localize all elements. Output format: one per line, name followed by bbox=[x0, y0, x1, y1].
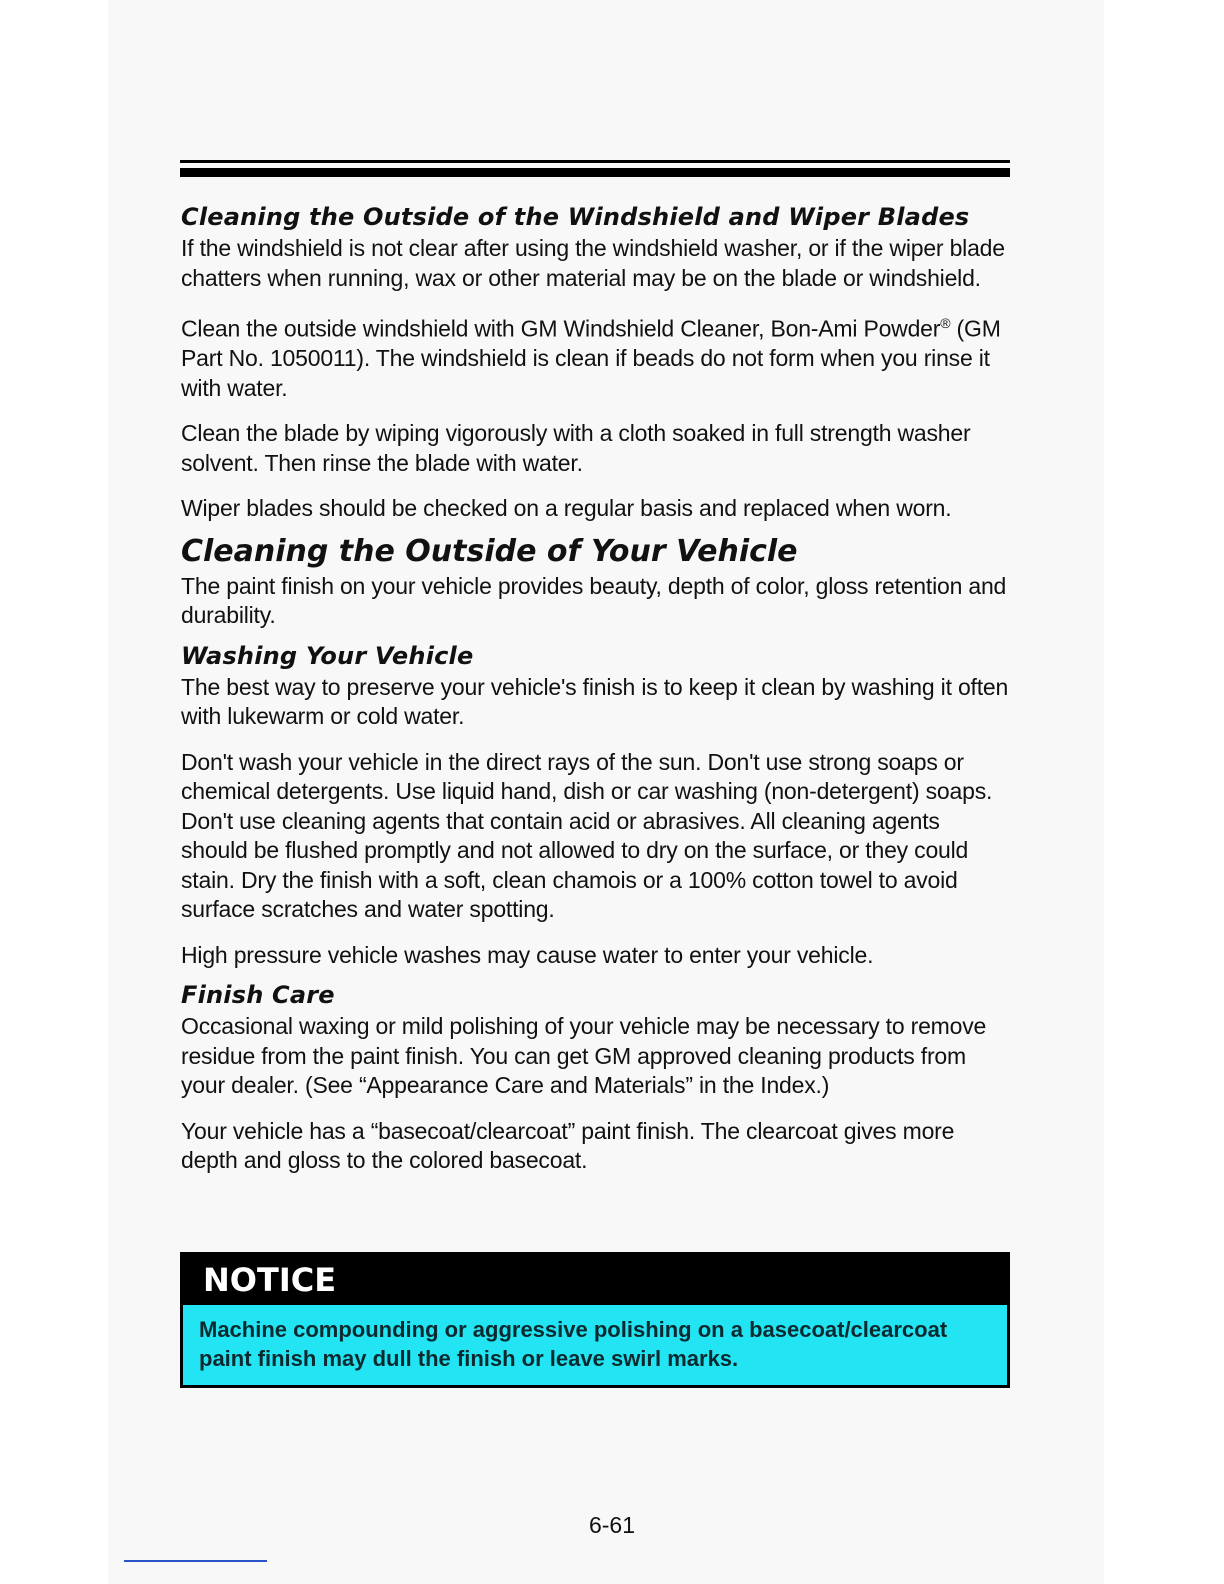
page-number: 6-61 bbox=[588, 1512, 636, 1538]
notice-box bbox=[180, 1252, 1010, 1388]
windshield-cleaner-text-continued: (GM Part No. 1050011). The windshield is clean if beads do not form when you rinse it with water. bbox=[181, 315, 1001, 401]
washing-paragraph: The best way to preserve your vehicle's finish is to keep it clean by washing it often with lukewarm or cold water. bbox=[181, 673, 1009, 730]
exterior-heading: Cleaning the Outside of Your Vehicle bbox=[181, 533, 798, 569]
top-rule-thick bbox=[180, 168, 1010, 177]
notice-text: Machine compounding or aggressive polishing on a basecoat/clearcoat paint finish may dull the finish or leave swirl marks. bbox=[199, 1317, 948, 1371]
finish-care-heading: Finish Care bbox=[181, 981, 335, 1010]
windshield-cleaner-paragraph bbox=[181, 309, 1011, 403]
notice-title: NOTICE bbox=[183, 1255, 1007, 1305]
windshield-cleaner-text: Clean the outside windshield with GM Windshield Cleaner, Bon-Ami Powder bbox=[181, 315, 941, 342]
finish-care-paragraph: Occasional waxing or mild polishing of your vehicle may be necessary to remove residue from the paint finish. You can get GM approved cleaning products from your dealer. (See “Appearance Care and Materials” in the Index.) bbox=[181, 1013, 987, 1099]
basecoat-paragraph: Your vehicle has a “basecoat/clearcoat” paint finish. The clearcoat gives more depth and gloss to the colored basecoat. bbox=[181, 1117, 955, 1174]
windshield-paragraph: If the windshield is not clear after using the windshield washer, or if the wiper blade chatters when running, wax or other material may be on the blade or windshield. bbox=[181, 235, 1005, 291]
wiper-check-paragraph: Wiper blades should be checked on a regular basis and replaced when worn. bbox=[181, 495, 952, 522]
exterior-paragraph: The paint finish on your vehicle provides beauty, depth of color, gloss retention and durability. bbox=[181, 572, 1007, 629]
blade-cleaning-paragraph: Clean the blade by wiping vigorously with a cloth soaked in full strength washer solvent. Then rinse the blade with water. bbox=[181, 420, 971, 476]
page-content bbox=[181, 200, 1011, 1192]
bottom-link-underline bbox=[124, 1560, 267, 1562]
windshield-heading: Cleaning the Outside of the Windshield and Wiper Blades bbox=[181, 203, 970, 231]
registered-mark: ® bbox=[940, 315, 951, 331]
washing-heading: Washing Your Vehicle bbox=[181, 641, 474, 670]
top-rule bbox=[180, 160, 1010, 163]
high-pressure-paragraph: High pressure vehicle washes may cause water to enter your vehicle. bbox=[181, 941, 874, 968]
washing-donts-paragraph: Don't wash your vehicle in the direct rays of the sun. Don't use strong soaps or chemical detergents. Use liquid hand, dish or car washing (non-detergent) soaps. Don't use cleaning agents that contain acid or abrasives. All cleaning agents should be flushed promptly and not allowed to dry on the surface, or they could stain. Dry the finish with a soft, clean chamois or a 100% cotton towel to avoid surface scratches and water spotting. bbox=[181, 748, 993, 923]
